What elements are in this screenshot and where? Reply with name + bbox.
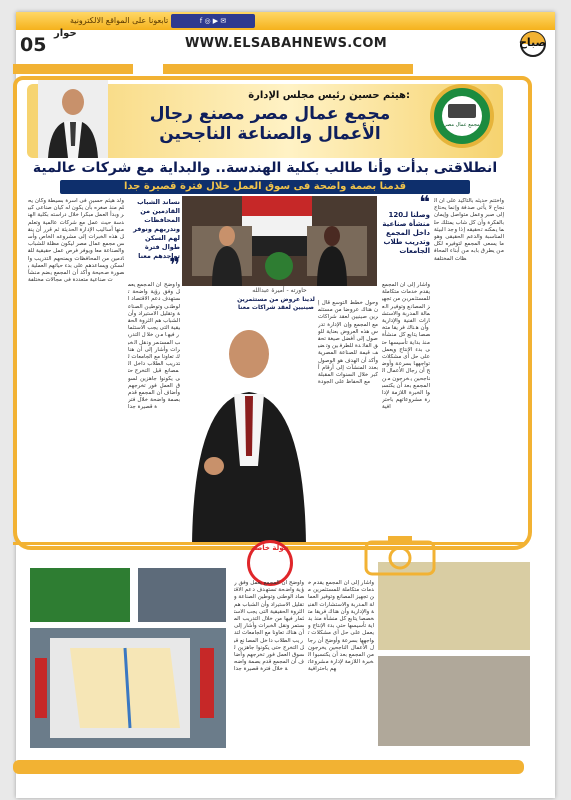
tour-column-1: وأوضح أن المجمع يعمل وفق رؤية واضحة تستهدف دعم الاقتصاد الوطنى وتوطين الصناعة وتقليل الاستيراد وأن الشباب هم الثروة الحقيقية التى يجب الاستثمار فيها من خلال التدريب المستمر ونقل الخبرات وأشار إلى أن هناك تعاونا مع الجامعات لتدريب الطلاب داخل المصانع قبل التخرج حتى يكونوا جاهزين لسوق العمل فور تخرجهم وأضاف أن المجمع قدم بصمة واضحة خلال فترة قصيرة جدا [234,580,304,673]
map-photo [30,628,226,748]
photo-credit: حاورته - أميرة عبدالله [252,287,307,294]
chairman-portrait-small [38,80,108,158]
map-board-icon [30,628,226,748]
newspaper-logo [513,24,553,60]
factory-icon [448,104,476,118]
facebook-icon: f ◎ ▶ ✉ [199,17,227,25]
interview-scene [182,196,377,286]
quote-mark-icon: ❝ [419,192,430,213]
pull-quote-youth [128,198,180,278]
special-tour-stamp: جولة خاصة [247,540,293,586]
emblem-label: مجمع عمال مصر [444,122,480,128]
page-number: 05 [20,34,47,56]
body-column-1: ولد هيثم حسين فى أسرة بسيطة وكان يحلم منذ صغره بأن يكون له كيان صناعى كبير وبدأ العمل مبكرا خلال دراسته بكلية الهندسة حيث عمل مع شركات عالمية وتعلم منها أساليب الإدارة الحديثة ثم قرر أن ينقل هذه الخبرات إلى مشروعه الخاص وأسس مجمع عمال مصر ليكون مظلة للشباب والصناعة معا ويوفر فرص عمل حقيقية للقادمين من المحافظات ويمنحهم التدريب والسكن ويساعدهم على بدء حياتهم العملية بصورة صحيحة وأكد أن المجمع يضم منشآت صناعية متعددة فى مجالات مختلفة [28,198,124,284]
chairman-portrait-large [184,306,314,544]
quote-mark-icon: ❞ [169,255,180,276]
website-url[interactable]: WWW.ELSABAHNEWS.COM [185,36,387,51]
tour-photo-2 [138,568,226,622]
header-gold-bar [13,62,558,76]
headline-line-1: مجمع عمال مصر مصنع رجال [149,104,391,124]
complex-emblem [430,84,494,148]
social-bar[interactable] [171,14,255,28]
top-ribbon [16,12,555,30]
body-column-3: وحول خطط التوسع قال إن هناك عروضا من مستثمرين صينيين لعقد شراكات مع المجمع وإن الإدارة تدرس هذه العروض بعناية للوصول إلى أفضل صيغة تحقق الفائدة للطرفين وتضيف قيمة للصناعة المصرية وأكد أن الهدف هو الوصول بعدد المنشآت إلى أرقام أكبر خلال السنوات المقبلة مع الحفاظ على الجودة [318,300,378,386]
article-strap: قدمنا بصمة واضحة فى سوق العمل خلال فترة قصيرة جدا [60,180,470,194]
pull-quote-chinese-investors: لدينا عروض من مستثمرين صينيين لعقد شراكات معنا [237,296,315,311]
tour-column-2: وأشار إلى أن المجمع يقدم خدمات متكاملة للمستثمرين من تجهيز المصانع وتوفير العمالة المدربة والاستشارات الفنية والإدارية وأن هناك فريقا متخصصا يتابع كل منشأة منذ بداية تأسيسها حتى بدء الإنتاج ويعمل على حل أى مشكلات تواجهها بسرعة وأوضح أن رجال الأعمال الناجحين يخرجون من المجمع بعد أن يكتسبوا الخبرة اللازمة لإدارة مشروعاتهم باحترافية [308,580,374,673]
follow-us-text: تابعونا على المواقع الالكترونية [70,16,169,25]
interview-photo [182,196,377,286]
pull-quote-youth-text: نساند الشباب القادمين من المحافظات وندربهم ونوفر لهم السكن طوال فترة تواجدهم معنا [133,198,180,260]
section-name: حوار [54,28,77,39]
headline-line-2: الأعمال والصناعة الناجحين [159,124,381,144]
pull-quote-factories [380,192,430,278]
headline-kicker: هيثم حسين رئيس مجلس الإدارة: [248,90,410,101]
body-column-2: وأوضح أن المجمع يعمل وفق رؤية واضحة تستهدف دعم الاقتصاد الوطنى وتوطين الصناعة وتقليل الاستيراد وأن الشباب هم الثروة الحقيقية التى يجب الاستثمار فيها من خلال التدريب المستمر ونقل الخبرات وأشار إلى أن هناك تعاونا مع الجامعات لتدريب الطلاب داخل المصانع قبل التخرج حتى يكونوا جاهزين لسوق العمل فور تخرجهم وأضاف أن المجمع قدم بصمة واضحة خلال فترة قصيرة جدا [128,282,180,411]
body-column-5: واختتم حديثه بالتأكيد على أن النجاح لا يأتى صدفة وإنما يحتاج إلى صبر وعمل متواصل وإيمان بالفكرة وأن كل شاب يمتلك حلما يمكنه تحقيقه إذا وجد البيئة المناسبة والدعم الحقيقى وهو ما يسعى المجمع لتوفيره لكل من يطرق بابه من أبناء المحافظات المختلفة [434,198,504,262]
logo-text: صباح [519,36,547,49]
body-column-4: وأشار إلى أن المجمع يقدم خدمات متكاملة للمستثمرين من تجهيز المصانع وتوفير العمالة المدربة والاستشارات الفنية والإدارية وأن هناك فريقا متخصصا يتابع كل منشأة منذ بداية تأسيسها حتى بدء الإنتاج ويعمل على حل أى مشكلات تواجهها بسرعة وأوضح أن رجال الأعمال الناجحين يخرجون من المجمع بعد أن يكتسبوا الخبرة اللازمة لإدارة مشروعاتهم باحترافية [382,282,430,411]
article-subtitle: انطلاقتى بدأت وأنا طالب بكلية الهندسة.. والبداية مع شركات عالمية [32,160,498,176]
tour-photo-group [378,656,530,746]
tour-photo-1 [30,568,130,622]
footer-gold-bar [13,760,524,774]
camera-icon [360,532,440,578]
pull-quote-factories-text: وصلنا لـ120 منشأة صناعية داخل المجمع وتدريب طلاب الجامعات [382,211,430,255]
